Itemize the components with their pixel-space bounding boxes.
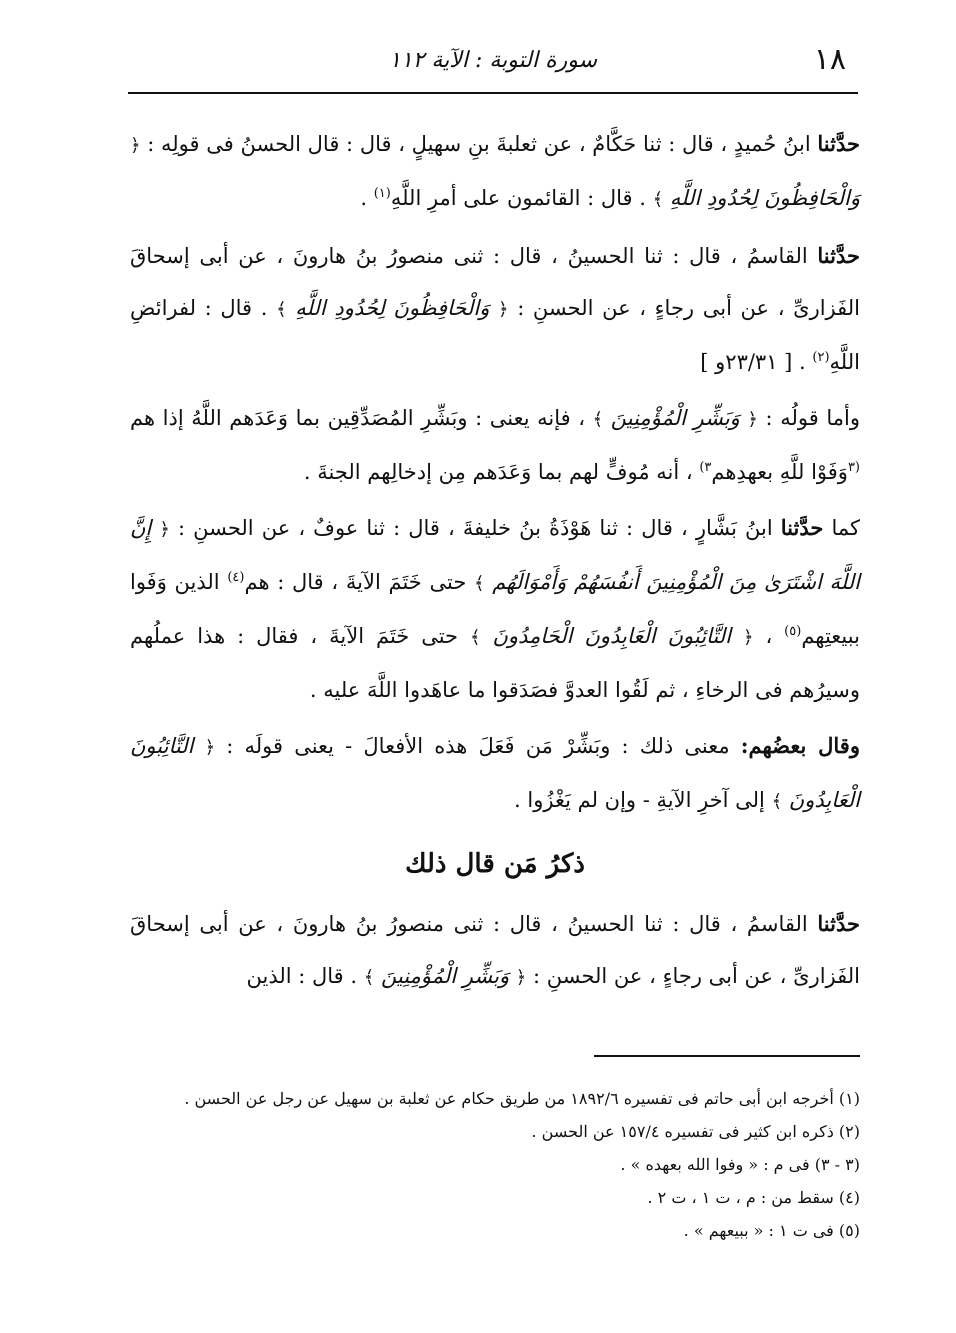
ornate-bracket-icon: ﴿ <box>498 299 509 320</box>
footnote-marker: (٣ <box>847 460 860 475</box>
paragraph-2 <box>130 230 860 388</box>
paragraph-5 <box>130 720 860 828</box>
ornate-bracket-icon: ﴾ <box>771 791 783 812</box>
paragraph-text: ابنُ بَشَّارٍ ، قال : ثنا هَوْذَةُ بنُ خليفةَ ، قال : ثنا عوفٌ ، عن الحسنِ : <box>169 516 781 540</box>
paragraph-text: ، أنه مُوفٍّ لهم بما وَعَدَهم مِن إدخالِهم الجنةَ . <box>303 460 700 484</box>
ornate-bracket-icon: ﴾ <box>363 967 375 988</box>
ornate-bracket-icon: ﴿ <box>130 135 141 156</box>
quran-quote: إِنَّ اللَّهَ اشْتَرَىٰ مِنَ الْمُؤْمِنِينَ أَنفُسَهُمْ وَأَمْوَالَهُم <box>130 516 860 594</box>
paragraph-text: . [ ٢٣/٣١و ] <box>700 350 813 374</box>
footnote-1: (١) أخرجه ابن أبى حاتم فى تفسيره ١٨٩٢/٦ من طريق حكام عن ثعلبة بن سهيل عن رجل عن الحسن . <box>184 1089 860 1108</box>
footnote-4: (٤) سقط من : م ، ت ١ ، ت ٢ . <box>647 1188 860 1207</box>
ornate-bracket-icon: ﴾ <box>276 299 287 320</box>
paragraph-text: . <box>360 186 374 210</box>
ornate-bracket-icon: ﴾ <box>592 409 604 430</box>
paragraph-text: . قال : لفرائضِ اللَّهِ <box>130 296 860 374</box>
paragraph-lead: حدَّثنا <box>817 911 860 936</box>
footnote-marker: (١) <box>373 186 391 201</box>
footnote-5: (٥) فى ت ١ : « ببيعهم » . <box>683 1221 860 1240</box>
paragraph-text: حتى خَتَمَ الآيةَ ، فقال : هذا عملُهم وسيرُهم فى الرخاءِ ، ثم لَقُوا العدوَّ فصَدَقوا ما عاهَدوا اللَّهَ عليه . <box>130 624 860 702</box>
footnote-marker: (٢) <box>812 350 830 365</box>
ornate-bracket-icon: ﴿ <box>159 519 170 540</box>
paragraph-text: القاسمُ ، قال : ثنا الحسينُ ، قال : ثنى منصورُ بنُ هارونَ ، عن أبى إسحاقَ الفَزارىِّ ، عن أبى رجاءٍ ، عن الحسنِ : <box>130 912 860 988</box>
quran-quote: وَالْحَافِظُونَ لِحُدُودِ اللَّهِ <box>286 296 498 320</box>
ornate-bracket-icon: ﴿ <box>742 627 754 648</box>
main-text <box>130 118 860 1008</box>
footnote-3: (٣ - ٣) فى م : « وفوا الله بعهده » . <box>620 1155 860 1174</box>
paragraph-lead: حدَّثنا <box>817 243 860 268</box>
ornate-bracket-icon: ﴿ <box>204 737 216 758</box>
paragraph-text: وأما قولُه : <box>757 406 860 430</box>
footnote-marker: ٣) <box>699 460 712 475</box>
paragraph-after-heading <box>130 898 860 1004</box>
footnote-marker: (٥) <box>784 624 802 639</box>
paragraph-lead: حدَّثنا <box>817 131 860 156</box>
paragraph-text: ، <box>753 624 785 648</box>
ornate-bracket-icon: ﴾ <box>652 189 664 210</box>
paragraphs <box>130 118 860 828</box>
quran-quote: التَّائِبُونَ الْعَابِدُونَ <box>130 734 860 812</box>
ornate-bracket-icon: ﴿ <box>515 967 527 988</box>
paragraph-lead: حدَّثنا <box>780 515 824 540</box>
ornate-bracket-icon: ﴿ <box>747 409 758 430</box>
running-title: سورة التوبة : الآية ١١٢ <box>388 48 598 73</box>
paragraph-text: . قال : الذين <box>246 964 364 988</box>
ornate-bracket-icon: ﴾ <box>474 573 485 594</box>
paragraph-text: الذين وَفَوا ببيعتِهم <box>130 570 860 648</box>
paragraph-text: حتى خَتَمَ الآيةَ ، قال : هم <box>244 570 474 594</box>
quran-quote: وَبَشِّرِ الْمُؤْمِنِينَ <box>374 964 516 988</box>
quran-quote: وَالْحَافِظُونَ لِحُدُودِ اللَّهِ <box>663 186 860 210</box>
paragraph-text: ابنُ حُميدٍ ، قال : ثنا حَكَّامٌ ، عن ثعلبةَ بنِ سهيلٍ ، قال : قال الحسنُ فى قولِه : <box>140 132 818 156</box>
paragraph-text: ، فإنه يعنى : وبَشِّرِ المُصَدِّقِين بما وَعَدَهم اللَّهُ إذا هم <box>130 406 593 430</box>
quran-quote: التَّائِبُونَ الْعَابِدُونَ الْحَامِدُونَ <box>480 624 743 648</box>
footnote-divider <box>594 1055 860 1057</box>
page-header <box>128 40 858 94</box>
ornate-bracket-icon: ﴾ <box>469 627 481 648</box>
footnotes <box>130 1082 860 1247</box>
footnote-2: (٢) ذكره ابن كثير فى تفسيره ١٥٧/٤ عن الحسن . <box>531 1122 860 1141</box>
paragraph-text: معنى ذلك : وبَشِّرْ مَن فَعَلَ هذه الأفعالَ - يعنى قولَه : <box>215 734 741 758</box>
paragraph-text: . قال : القائمون على أمرِ اللَّهِ <box>390 186 653 210</box>
quran-quote: وَبَشِّرِ الْمُؤْمِنِينَ <box>603 406 748 430</box>
paragraph-text: وَفَوْا للَّهِ بعهدِهم <box>711 460 848 484</box>
page-number: ١٨ <box>813 42 846 77</box>
paragraph-lead: وقال بعضُهم: <box>740 733 860 758</box>
paragraph-text: كما <box>823 516 860 540</box>
section-heading: ذكرُ مَن قال ذلك <box>405 849 585 879</box>
paragraph-3 <box>130 392 860 498</box>
paragraph-text: إلى آخرِ الآيةِ - وإن لم يَغْزُوا . <box>514 788 772 812</box>
footnote-marker: (٤) <box>227 570 245 585</box>
paragraph-1 <box>130 118 860 226</box>
paragraph-4 <box>130 502 860 716</box>
paragraph-text: القاسمُ ، قال : ثنا الحسينُ ، قال : ثنى منصورُ بنُ هارونَ ، عن أبى إسحاقَ الفَزارىِّ ، عن أبى رجاءٍ ، عن الحسنِ : <box>130 244 860 320</box>
